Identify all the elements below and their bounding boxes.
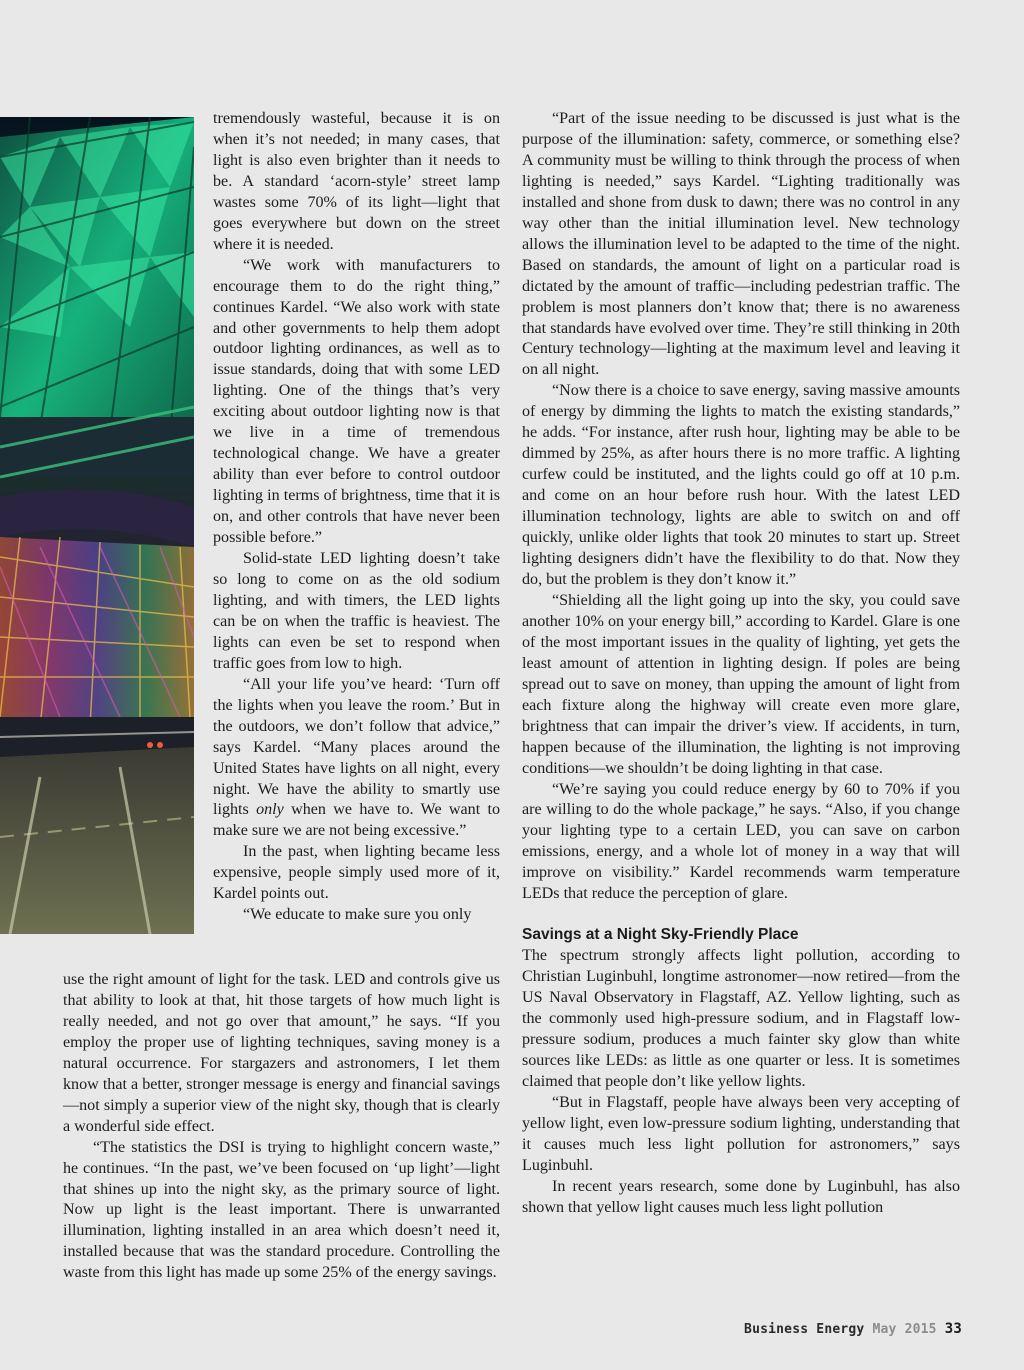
- paragraph-continued: use the right amount of light for the task. LED and controls give us that ability to look at that, hit those targets of how much light is really needed, and not go over that amount,” he says. “If you employ the proper use of lighting techniques, saving money is a natural occurrence. For stargazers and astronomers, I let them know that a better, stronger message is energy and financial savings—not simply a superior view of the night sky, though that is clearly a wonderful side effect.: [63, 971, 500, 1135]
- rainbow-lattice: [0, 537, 194, 737]
- tunnel-lighting-illustration: [0, 117, 194, 934]
- issue-date: May 2015: [872, 1322, 937, 1337]
- paragraph: In the past, when lighting became less expensive, people simply used more of it, Kardel points out.: [213, 843, 500, 903]
- paragraph-text: when we have to. We want to make sure we are not being excessive.”: [213, 801, 500, 840]
- paragraph: “We work with manufacturers to encourage them to do the right thing,” continues Kardel. “We also work with state and other governments to help them adopt outdoor lighting ordinances, as well as to issue standards, doing that with some LED lighting. One of the things that’s very exciting about outdoor lighting now is that we live in a time of tremendous technological change. We have a greater ability than ever before to control outdoor lighting in terms of brightness, time that it is on, and other controls that have never been possible before.”: [213, 256, 500, 547]
- paragraph-text: “All your life you’ve heard: ‘Turn off the lights when you leave the room.’ But in the outdoors, we don’t follow that advice,” says Kardel. “Many places around the United States have lights on all night, every night. We have the ability to smartly use lights: [213, 675, 500, 819]
- left-column-wide: [63, 970, 500, 1284]
- paragraph: “Now there is a choice to save energy, saving massive amounts of energy by dimming the lights to match the existing standards,” he adds. “For instance, after rush hour, lighting may be able to be dimmed by 25%, as after hours there is no more traffic. A lighting curfew could be instituted, and the lights could go off at 10 p.m. and come on an hour before rush hour. With the latest LED illumination technology, lights are able to switch on and off quickly, unlike older lights that took 20 minutes to start up. Street lighting designers didn’t have the flexibility to do that. Now they do, but the problem is they don’t know it.”: [522, 382, 960, 588]
- paragraph: “We’re saying you could reduce energy by 60 to 70% if you are willing to do the whole package,” he says. “Also, if you change your lighting type to a certain LED, you can save on carbon emissions, energy, and a whole lot of money in a way that will improve on visibility.” Kardel recommends warm temperature LEDs that reduce the perception of glare.: [522, 780, 960, 903]
- paragraph-start: “We educate to make sure you only: [243, 906, 472, 924]
- page-number: 33: [944, 1321, 962, 1337]
- tunnel-road: [0, 717, 194, 934]
- tunnel-lighting-photo: [0, 117, 194, 934]
- publication-name: Business Energy: [744, 1322, 865, 1337]
- paragraph: “Shielding all the light going up into the sky, you could save another 10% on your energy bill,” according to Kardel. Glare is one of the most important issues in the quality of lighting, yet gets the least amount of attention in lighting design. If poles are being spread out to save on money, than upping the amount of light from each fixture along the highway will create even more glare, brightness that can impair the driver’s view. If accidents, in turn, happen because of the illumination, the lighting is not improving conditions—we shouldn’t be doing lighting in that case.: [522, 591, 960, 777]
- left-column-narrow: [213, 109, 500, 926]
- paragraph: The spectrum strongly affects light pollution, according to Christian Luginbuhl, longtime astronomer—now retired—from the US Naval Observatory in Flagstaff, AZ. Yellow lighting, such as the commonly used high-pressure sodium, and in Flagstaff low-pressure sodium, produces a much fainter sky glow than white sources like LEDs: as little as one quarter or less. It is sometimes claimed that people don’t like yellow lights.: [522, 947, 960, 1090]
- tunnel-frame: [0, 407, 194, 547]
- page-footer: [744, 1321, 962, 1337]
- section-subhead: Savings at a Night Sky-Friendly Place: [522, 926, 799, 944]
- green-ceiling-panels: [0, 117, 194, 447]
- paragraph: “Part of the issue needing to be discussed is just what is the purpose of the illumination: safety, commerce, or something else? A community must be willing to think through the process of when lighting is needed,” says Kardel. “Lighting traditionally was installed and shone from dusk to dawn; there was no control in any way other than the initial illumination level. New technology allows the illumination level to be adapted to the time of the night. Based on standards, the amount of light on a particular road is dictated by the amount of traffic—including pedestrian traffic. The problem is most planners don’t know that; there is no awareness that standards have evolved over time. They’re still thinking in 20th Century technology—lighting at the maximum level and leaving it on all night.: [522, 110, 960, 379]
- emphasis-text: only: [256, 801, 284, 819]
- paragraph: [213, 675, 500, 843]
- right-column: [522, 109, 960, 1219]
- paragraph: tremendously wasteful, because it is on when it’s not needed; in many cases, that light is also even brighter than it needs to be. A standard ‘acorn-style’ street lamp wastes some 70% of its light—light that goes everywhere but down on the street where it is needed.: [213, 110, 500, 253]
- paragraph: In recent years research, some done by Luginbuhl, has also shown that yellow light causes much less light pollution: [522, 1177, 960, 1216]
- paragraph: “The statistics the DSI is trying to highlight concern waste,” he continues. “In the past, we’ve been focused on ‘up light’—light that shines up into the night sky, as the primary source of light. Now up light is the least important. There is unwarranted illumination, lighting installed in an area which doesn’t need it, installed because that was the standard procedure. Controlling the waste from this light has made up some 25% of the energy savings.: [63, 1138, 500, 1282]
- paragraph: Solid-state LED lighting doesn’t take so long to come on as the old sodium lighting, and with timers, the LED lights can be on when the traffic is heaviest. The lights can even be set to respond when traffic goes from low to high.: [213, 550, 500, 672]
- paragraph: “But in Flagstaff, people have always been very accepting of yellow light, even low-pressure sodium lighting, understanding that it causes much less light pollution for astronomers,” says Luginbuhl.: [522, 1093, 960, 1174]
